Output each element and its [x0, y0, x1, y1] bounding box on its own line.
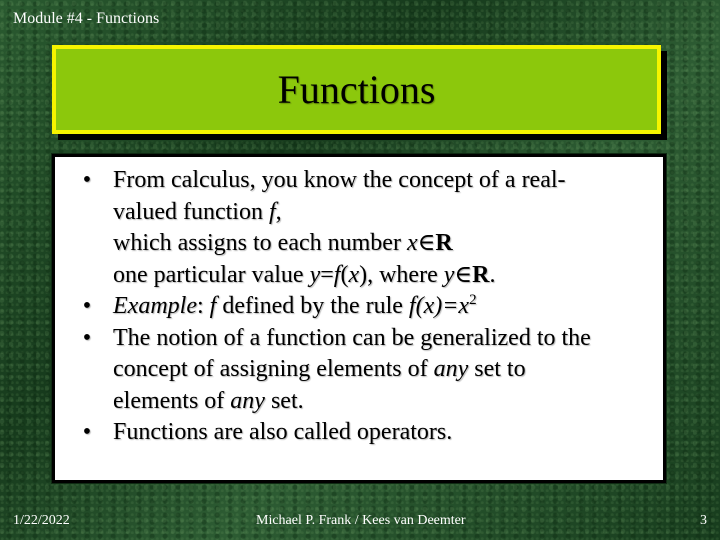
bullet-icon: •	[82, 293, 92, 319]
bullet-icon: •	[82, 419, 92, 445]
bullet-line: one particular value y=f(x), where y∈R.	[113, 261, 496, 288]
title-box	[52, 45, 661, 134]
footer-date: 1/22/2022	[13, 513, 70, 528]
bullet-icon: •	[82, 324, 92, 351]
bullet-line: concept of assigning elements of any set to	[113, 356, 526, 382]
bullet-line: Functions are also called operators.	[113, 419, 453, 445]
bullet-line: which assigns to each number x∈R	[113, 230, 453, 256]
page-number: 3	[700, 513, 707, 528]
bullet-line: Example: f defined by the rule $f(x)=x^2$	[113, 292, 477, 319]
bullet-item	[77, 291, 649, 323]
bullet-item	[77, 165, 649, 291]
bullet-line: valued function f,	[113, 198, 282, 225]
bullet-line: The notion of a function can be generalized to the	[113, 324, 591, 351]
slide-header: Module #4 - Functions	[13, 10, 160, 27]
content-box	[52, 154, 666, 483]
bullet-item	[77, 417, 649, 449]
bullet-line: elements of any set.	[113, 387, 304, 414]
bullet-item	[77, 323, 649, 418]
bullet-line: From calculus, you know the concept of a real-	[113, 167, 566, 193]
bullet-icon: •	[82, 167, 92, 193]
footer-author: Michael P. Frank / Kees van Deemter	[256, 513, 466, 528]
slide-title: Functions	[277, 67, 436, 112]
